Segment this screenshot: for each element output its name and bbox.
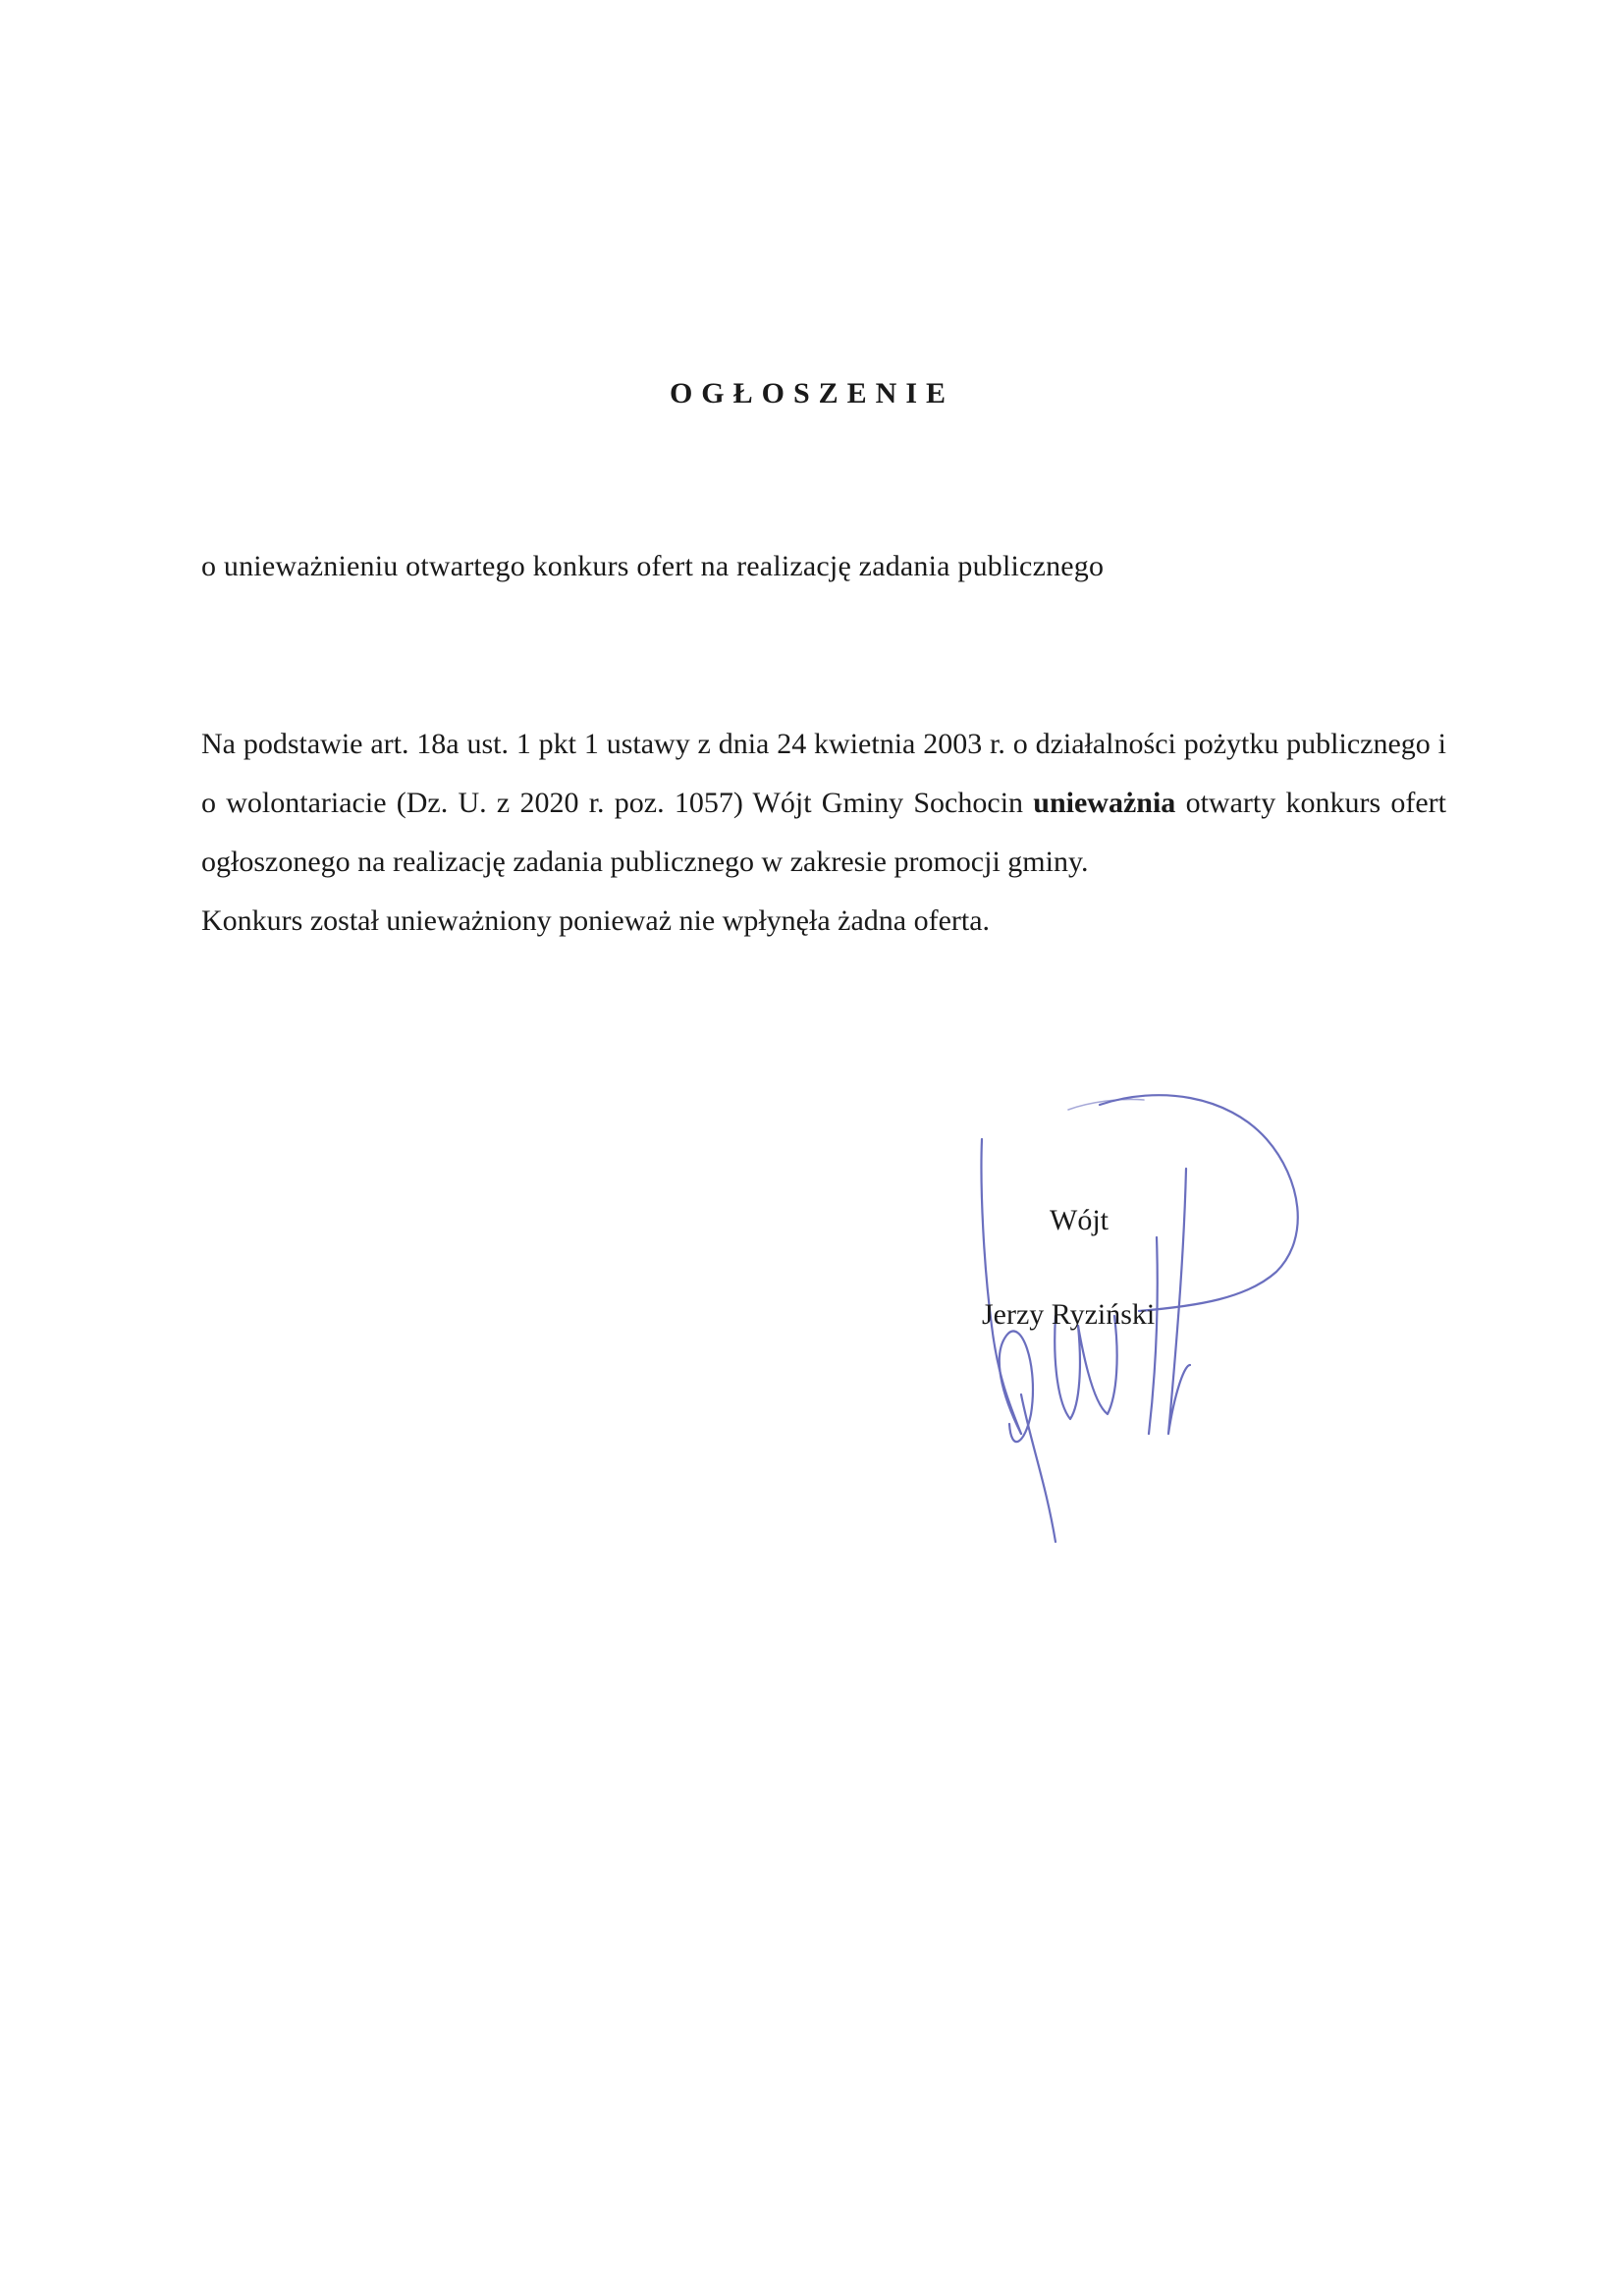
signatory-role: Wójt	[1050, 1204, 1109, 1236]
second-paragraph: Konkurs został unieważniony ponieważ nie wpłynęła żadna oferta.	[201, 904, 991, 937]
signatory-name: Jerzy Ryziński	[982, 1298, 1156, 1331]
main-paragraph-bold-word: unieważnia	[1033, 787, 1176, 819]
document-subtitle: o unieważnieniu otwartego konkurs ofert na realizację zadania publicznego	[201, 550, 1105, 582]
main-paragraph	[201, 715, 1446, 892]
document-body	[201, 715, 1446, 951]
main-paragraph-text-end: otwarty konkurs ofert ogłoszonego na realizację zadania publicznego w zakresie promocji gminy.	[201, 787, 1446, 878]
document-title: OGŁOSZENIE	[669, 377, 955, 410]
main-paragraph-text-start: Na podstawie art. 18a ust. 1 pkt 1 ustawy z dnia 24 kwietnia 2003 r. o działalności pożytku publicznego i o wolontariacie (Dz. U. z 2020 r. poz. 1057) Wójt Gminy Sochocin	[201, 728, 1446, 819]
